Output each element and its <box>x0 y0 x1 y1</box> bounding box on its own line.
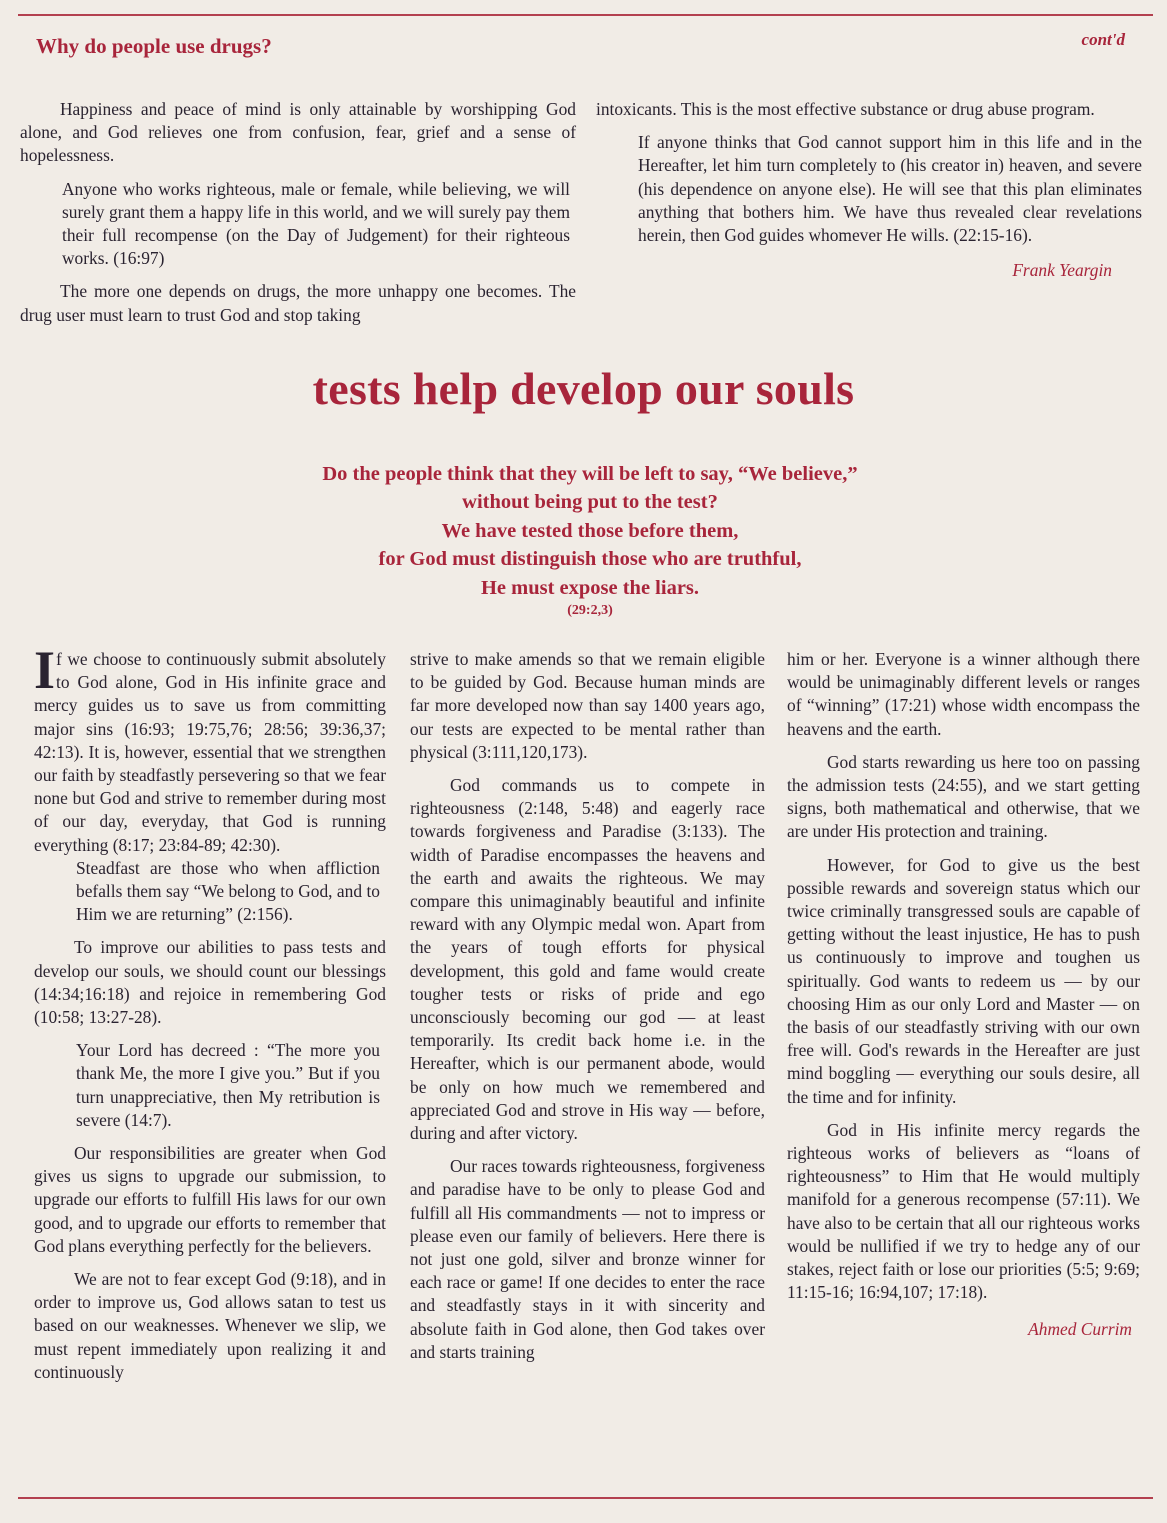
quote-paragraph: Anyone who works righteous, male or female, while believing, we will surely grant them a happy life in this world, and we will surely pay them their full recompense (on the Day of Judgement) for their righteous works. (16:97) <box>62 178 570 269</box>
article-column-2 <box>410 648 765 1364</box>
verse-line: He must expose the liars. <box>480 576 700 599</box>
verse-line: We have tested those before them, <box>441 519 739 542</box>
continued-label: cont'd <box>1081 30 1125 49</box>
paragraph: The more one depends on drugs, the more unhappy one becomes. The drug user must learn to trust God and stop taking <box>20 281 576 325</box>
quote-paragraph: Your Lord has decreed : “The more you thank Me, the more I give you.” But if you turn unappreciative, then My retribution is severe (14:7). <box>76 1040 380 1130</box>
article-column-3 <box>787 648 1140 1342</box>
top-rule <box>18 14 1153 16</box>
paragraph <box>34 640 386 857</box>
article-column-1 <box>34 640 386 1384</box>
verse-line: Do the people think that they will be left to say, “We believe,” <box>322 463 858 485</box>
top-article-right-column <box>596 98 1148 282</box>
opening-verse <box>160 460 1020 620</box>
paragraph: God commands us to compete in righteousness (2:148, 5:48) and eagerly race towards forgiveness and Paradise (3:133). The width of Paradise encompasses the heavens and the earth and awaits the righteous. We may compare this unimaginably beautiful and infinite reward with any Olympic medal won. Apart from the years of tough efforts for physical development, this gold and fame would create tougher tests or risks of pride and ego unconsciously becoming our god — at least temporarily. Its credit back home i.e. in the Hereafter, which is our permanent abode, would be only on how much we remembered and appreciated God and strove in His way — before, during and after victory. <box>410 775 765 1144</box>
paragraph: However, for God to give us the best possible rewards and sovereign status which our twice criminally transgressed souls are capable of getting without the least injustice, He has to push us continuously to improve and toughen us spiritually. God wants to redeem us — by our choosing Him as our only Lord and Master — on the basis of our steadfastly striving with our own free will. God's rewards in the Hereafter are just mind boggling — everything our souls desire, all the time and for infinity. <box>787 854 1140 1107</box>
paragraph: intoxicants. This is the most effective substance or drug abuse program. <box>596 99 1095 119</box>
paragraph: him or her. Everyone is a winner although there would be unimaginably different levels or ranges of “winning” (17:21) whose width encompass the heavens and the earth. <box>787 649 1140 739</box>
bottom-rule <box>18 1497 1153 1499</box>
top-article-left-column <box>20 98 576 327</box>
paragraph: To improve our abilities to pass tests and develop our souls, we should count our blessings (14:34;16:18) and rejoice in remembering God (10:58; 13:27-28). <box>34 937 386 1028</box>
paragraph: Our races towards righteousness, forgiveness and paradise have to be only to please God and fulfill all His commandments — not to impress or please even our family of believers. Here there is not just one gold, silver and bronze winner for each race or game! If one decides to enter the race and steadfastly stays in it with sincerity and absolute faith in God alone, then God takes over and starts training <box>410 1156 765 1362</box>
drop-cap: I <box>34 640 56 700</box>
author-signature: Ahmed Currim <box>1028 1319 1132 1340</box>
verse-reference: (29:2,3) <box>567 603 613 619</box>
paragraph: God starts rewarding us here too on passing the admission tests (24:55), and we start getting signs, both mathematical and otherwise, that we are under His protection and training. <box>787 751 1140 842</box>
paragraph-text: f we choose to continuously submit absolutely to God alone, God in His infinite grace and mercy guides us to save us from committing major sins (16:93; 19:75,76; 28:56; 39:36,37; 42:13). It is, however, essential that we strengthen our faith by steadfastly persevering so that we fear none but God and strive to remember during most of our day, everyday, that God is running everything (8:17; 23:84-89; 42:30). <box>34 649 386 855</box>
paragraph: Our responsibilities are greater when God gives us signs to upgrade our submission, to upgrade our efforts to fulfill His laws for our own good, and to upgrade our efforts to remember that God plans everything perfectly for the believers. <box>34 1143 386 1256</box>
quote-paragraph: If anyone thinks that God cannot support him in this life and in the Hereafter, let him turn completely to (his creator in) heaven, and severe (his dependence on anyone else). He will see that this plan eliminates anything that bothers him. We have thus revealed clear revelations herein, then God guides whomever He wills. (22:15-16). <box>638 132 1142 246</box>
paragraph: strive to make amends so that we remain eligible to be guided by God. Because human minds are far more developed now than say 1400 years ago, our tests are expected to be mental rather than physical (3:111,120,173). <box>410 649 765 762</box>
quote-paragraph: Steadfast are those who when affliction befalls them say “We belong to God, and to Him we are returning” (2:156). <box>76 857 380 925</box>
paragraph: God in His infinite mercy regards the righteous works of believers as “loans of righteousness” to Him that He would multiply manifold for a generous recompense (57:11). We have also to be certain that all our righteous works would be nullified if we try to hedge any of our stakes, reject faith or lose our priorities (5:5; 9:69; 11:15-16; 16:94,107; 17:18). <box>787 1119 1140 1303</box>
verse-line: without being put to the test? <box>462 491 718 514</box>
paragraph: Happiness and peace of mind is only attainable by worshipping God alone, and God relieves one from confusion, fear, grief and a sense of hopelessness. <box>20 99 576 166</box>
paragraph: We are not to fear except God (9:18), and in order to improve us, God allows satan to test us based on our weaknesses. Whenever we slip, we must repent immediately upon realizing it and continuously <box>34 1269 386 1382</box>
section-title: Why do people use drugs? <box>36 34 272 58</box>
article-title: tests help develop our souls <box>312 363 855 414</box>
author-signature: Frank Yeargin <box>1012 260 1112 281</box>
verse-line: for God must distinguish those who are truthful, <box>378 548 802 571</box>
